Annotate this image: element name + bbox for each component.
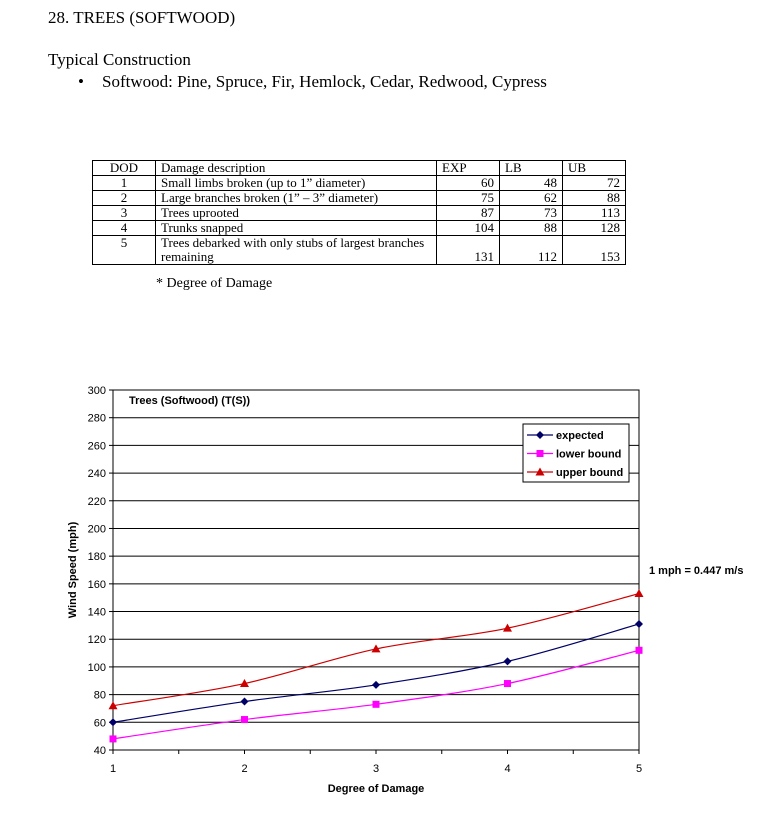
y-tick-label: 80: [93, 689, 106, 702]
y-axis-label: Wind Speed (mph): [67, 521, 79, 619]
cell-description: Trees debarked with only stubs of largest branches remaining: [156, 236, 437, 265]
cell-lb: 112: [500, 236, 563, 265]
y-tick-label: 60: [93, 717, 106, 730]
bullet-dot: •: [78, 72, 84, 91]
legend-label: expected: [556, 430, 604, 442]
table-header-row: [93, 161, 626, 176]
cell-description: Trunks snapped: [156, 221, 437, 236]
cell-description: Trees uprooted: [156, 206, 437, 221]
cell-exp: 75: [437, 191, 500, 206]
table-row: [93, 191, 626, 206]
cell-description: Small limbs broken (up to 1” diameter): [156, 176, 437, 191]
section-subheading: Typical Construction: [48, 50, 191, 69]
bullet-text: Softwood: Pine, Spruce, Fir, Hemlock, Cedar, Redwood, Cypress: [102, 72, 547, 91]
legend-label: lower bound: [556, 448, 622, 461]
x-tick-label: 5: [635, 763, 643, 775]
chart-title: Trees (Softwood) (T(S)): [129, 395, 250, 407]
header-exp: EXP: [437, 161, 500, 176]
cell-exp: 104: [437, 221, 500, 236]
cell-dod: 5: [93, 236, 156, 265]
cell-description: Large branches broken (1” – 3” diameter): [156, 191, 437, 206]
table-row: [93, 221, 626, 236]
y-tick-label: 160: [87, 578, 106, 591]
cell-ub: 153: [563, 236, 626, 265]
cell-exp: 131: [437, 236, 500, 265]
y-tick-label: 120: [87, 634, 106, 647]
header-lb: LB: [500, 161, 563, 176]
y-tick-label: 260: [87, 440, 106, 453]
cell-ub: 72: [563, 176, 626, 191]
data-point: [537, 450, 544, 457]
data-point: [504, 680, 511, 687]
y-tick-label: 300: [87, 385, 106, 397]
data-point: [241, 716, 248, 723]
header-ub: UB: [563, 161, 626, 176]
y-tick-label: 280: [87, 412, 106, 425]
y-tick-label: 240: [87, 468, 106, 481]
header-description: Damage description: [156, 161, 437, 176]
table-row: [93, 236, 626, 265]
x-tick-label: 4: [504, 763, 511, 775]
cell-dod: 1: [93, 176, 156, 191]
y-tick-label: 220: [87, 495, 106, 508]
x-tick-label: 2: [241, 763, 248, 775]
data-point: [636, 647, 643, 654]
cell-exp: 87: [437, 206, 500, 221]
data-point: [373, 701, 380, 708]
table-row: [93, 206, 626, 221]
cell-dod: 4: [93, 221, 156, 236]
y-tick-label: 180: [87, 551, 106, 564]
unit-annotation: 1 mph = 0.447 m/s: [649, 565, 744, 577]
cell-ub: 113: [563, 206, 626, 221]
cell-lb: 62: [500, 191, 563, 206]
cell-lb: 88: [500, 221, 563, 236]
table-footnote: * Degree of Damage: [156, 276, 273, 291]
data-point: [110, 735, 117, 742]
y-tick-label: 100: [87, 661, 106, 674]
cell-dod: 2: [93, 191, 156, 206]
x-axis-label: Degree of Damage: [327, 783, 425, 795]
header-dod: DOD: [93, 161, 156, 176]
damage-table: [92, 160, 626, 265]
y-tick-label: 140: [87, 606, 106, 619]
y-tick-label: 200: [87, 523, 106, 536]
cell-lb: 73: [500, 206, 563, 221]
x-tick-label: 1: [109, 763, 117, 775]
wind-speed-chart: [60, 380, 760, 800]
cell-dod: 3: [93, 206, 156, 221]
cell-exp: 60: [437, 176, 500, 191]
legend-label: upper bound: [556, 467, 624, 479]
x-tick-label: 3: [372, 763, 380, 775]
cell-ub: 128: [563, 221, 626, 236]
cell-lb: 48: [500, 176, 563, 191]
cell-ub: 88: [563, 191, 626, 206]
page-heading: 28. TREES (SOFTWOOD): [48, 8, 236, 27]
table-row: [93, 176, 626, 191]
y-tick-label: 40: [93, 745, 106, 757]
bullet-item: [78, 72, 547, 92]
